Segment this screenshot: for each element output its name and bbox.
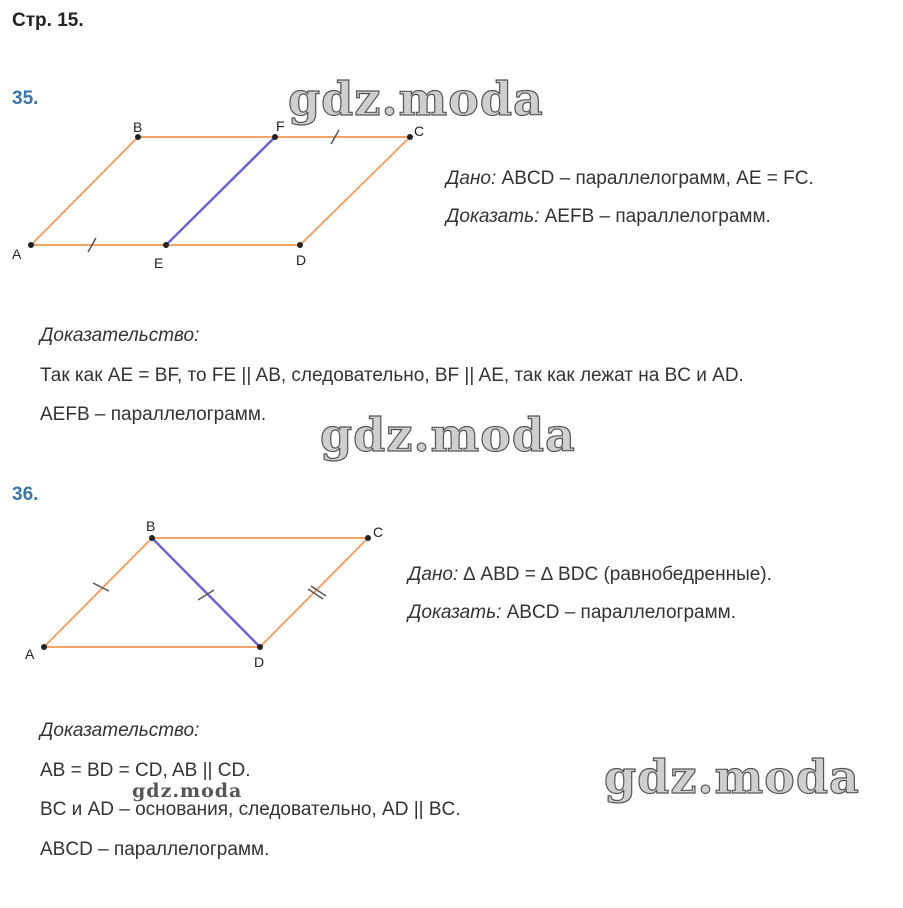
watermark-logo: gdz.moda bbox=[288, 72, 544, 126]
point-f bbox=[272, 134, 278, 140]
task-35-proof-line-2: AEFB – параллелограмм. bbox=[40, 404, 267, 425]
prove-text: AEFB – параллелограмм. bbox=[539, 206, 771, 227]
given-text: ABCD – параллелограмм, AE = FC. bbox=[496, 168, 814, 189]
label-d: D bbox=[254, 654, 265, 670]
point-a bbox=[28, 242, 34, 248]
task-36-proof-line-2: BC и AD – основания, следовательно, AD || BC. bbox=[40, 799, 461, 820]
task-35-number: 35. bbox=[12, 88, 39, 109]
watermark-small: gdz.moda bbox=[132, 780, 243, 802]
point-e bbox=[163, 242, 169, 248]
label-e: E bbox=[154, 255, 164, 271]
task-36-given bbox=[408, 564, 772, 586]
point-d bbox=[297, 242, 303, 248]
point-d bbox=[257, 644, 263, 650]
task-35-prove bbox=[446, 206, 771, 228]
task-36-parallelogram bbox=[25, 518, 383, 670]
task-36-proof-line-1: AB = BD = CD, AB || CD. bbox=[40, 760, 251, 781]
prove-label: Доказать: bbox=[446, 206, 540, 227]
page-header: Стр. 15. bbox=[12, 10, 84, 31]
point-c bbox=[407, 134, 413, 140]
label-f: F bbox=[276, 118, 285, 134]
label-d: D bbox=[296, 252, 307, 268]
task-35-given bbox=[446, 168, 814, 190]
label-a: A bbox=[12, 246, 22, 262]
point-b bbox=[149, 535, 155, 541]
watermark-logo: gdz.moda bbox=[320, 408, 576, 462]
task-35-parallelogram bbox=[12, 118, 424, 271]
label-a: A bbox=[25, 646, 35, 662]
given-label: Дано: bbox=[408, 564, 459, 585]
task-35-proof-line-1: Так как AE = BF, то FE || AB, следовательно, BF || AE, так как лежат на BC и AD. bbox=[40, 365, 744, 386]
point-c bbox=[365, 535, 371, 541]
point-a bbox=[41, 644, 47, 650]
label-b: B bbox=[133, 119, 143, 135]
task-36-proof-line-3: ABCD – параллелограмм. bbox=[40, 839, 270, 860]
label-b: B bbox=[146, 518, 156, 534]
given-label: Дано: bbox=[446, 168, 497, 189]
task-36-prove bbox=[408, 602, 736, 624]
side-ab bbox=[44, 538, 152, 647]
prove-text: ABCD – параллелограмм. bbox=[501, 602, 736, 623]
side-ab bbox=[31, 137, 138, 245]
diagonal-bd bbox=[152, 538, 260, 647]
task-35-proof-label: Доказательство: bbox=[40, 325, 200, 346]
task-36-number: 36. bbox=[12, 484, 39, 505]
label-c: C bbox=[414, 123, 425, 139]
prove-label: Доказать: bbox=[408, 602, 502, 623]
watermark-logo: gdz.moda bbox=[604, 750, 860, 804]
given-text: ∆ ABD = ∆ BDC (равнобедренные). bbox=[458, 564, 772, 585]
task-36-proof-label: Доказательство: bbox=[40, 720, 200, 741]
label-c: C bbox=[373, 524, 384, 540]
side-cd bbox=[300, 137, 410, 245]
segment-ef bbox=[166, 137, 275, 245]
